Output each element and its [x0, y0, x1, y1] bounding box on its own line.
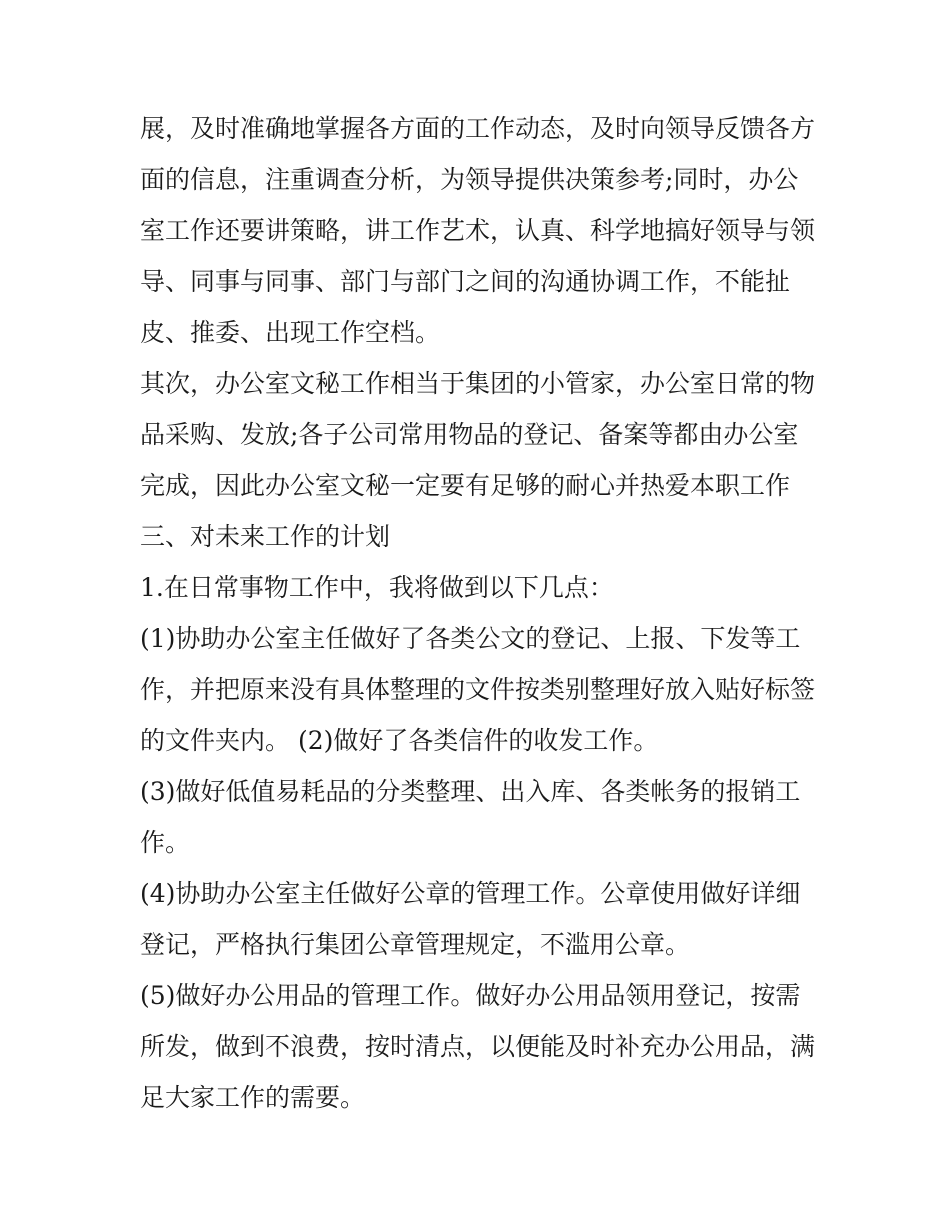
text-line: 展，及时准确地掌握各方面的工作动态，及时向领导反馈各方 — [140, 114, 816, 143]
list-item-line: 登记，严格执行集团公章管理规定，不滥用公章。 — [140, 930, 691, 959]
list-item-line: 所发，做到不浪费，按时清点，以便能及时补充办公用品，满 — [140, 1032, 816, 1061]
list-item-line: (4)协助办公室主任做好公章的管理工作。公章使用做好详细 — [140, 879, 801, 908]
text-line: 完成，因此办公室文秘一定要有足够的耐心并热爱本职工作 — [140, 471, 791, 500]
text-line: 室工作还要讲策略，讲工作艺术，认真、科学地搞好领导与领 — [140, 216, 816, 245]
list-heading: 1.在日常事物工作中，我将做到以下几点： — [140, 573, 614, 602]
list-item-line: (1)协助办公室主任做好了各类公文的登记、上报、下发等工 — [140, 624, 801, 653]
list-item-line: 的文件夹内。 (2)做好了各类信件的收发工作。 — [140, 726, 659, 755]
text-line: 品采购、发放;各子公司常用物品的登记、备案等都由办公室 — [140, 420, 799, 449]
text-line: 面的信息，注重调查分析，为领导提供决策参考;同时，办公 — [140, 165, 799, 194]
list-item-line: 足大家工作的需要。 — [140, 1083, 366, 1112]
list-item-line: 作，并把原来没有具体整理的文件按类别整理好放入贴好标签 — [140, 675, 816, 704]
document-body — [140, 103, 820, 1123]
text-line: 其次，办公室文秘工作相当于集团的小管家，办公室日常的物 — [140, 369, 816, 398]
list-item-line: 作。 — [140, 828, 191, 857]
text-line: 导、同事与同事、部门与部门之间的沟通协调工作，不能扯 — [140, 267, 791, 296]
list-item-line: (3)做好低值易耗品的分类整理、出入库、各类帐务的报销工 — [140, 777, 801, 806]
list-item-line: (5)做好办公用品的管理工作。做好办公用品领用登记，按需 — [140, 981, 801, 1010]
section-heading: 三、对未来工作的计划 — [140, 522, 391, 551]
text-line: 皮、推委、出现工作空档。 — [140, 318, 441, 347]
